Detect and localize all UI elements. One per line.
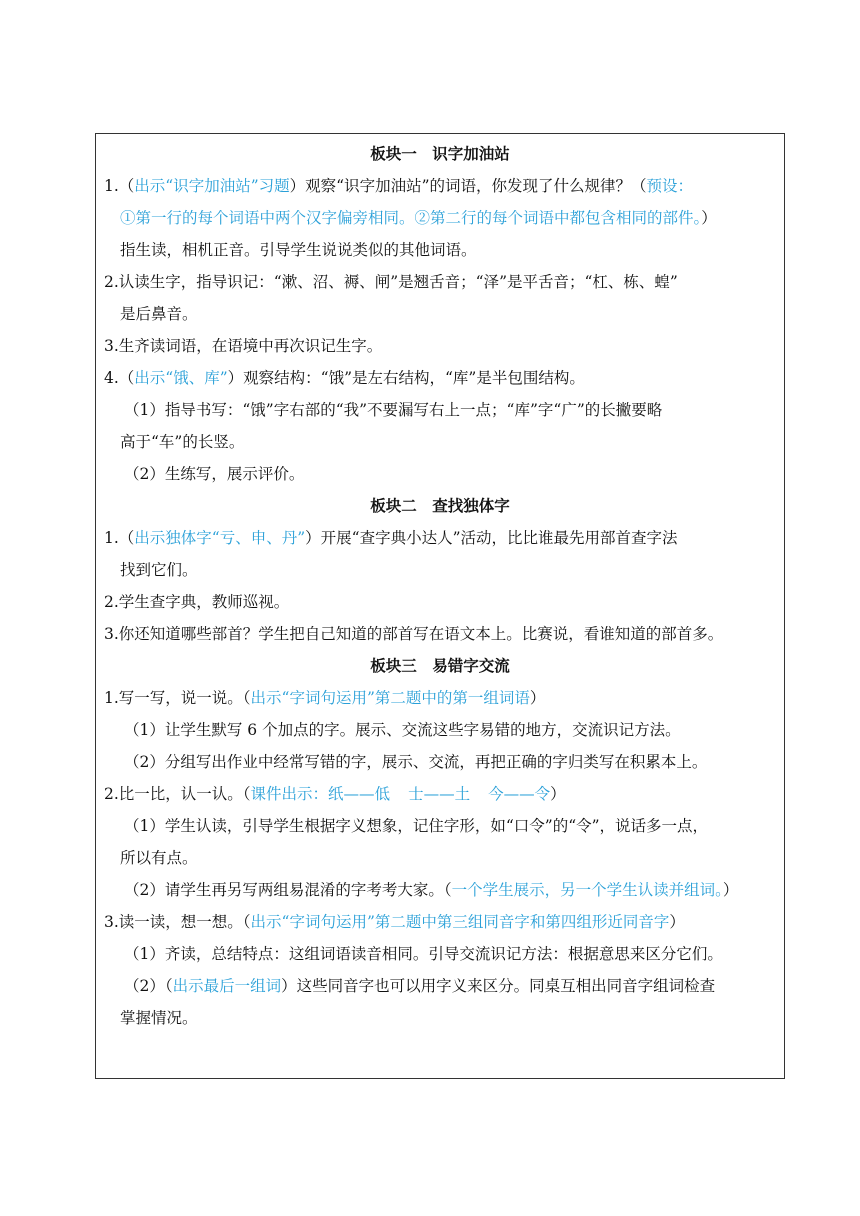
s1-item1-line1: 1.（出示“识字加油站”习题）观察“识字加油站”的词语，你发现了什么规律？（预设：	[104, 177, 694, 195]
s3-item3-line1: 3.读一读，想一想。（出示“字词句运用”第二题中第三组同音字和第四组形近同音字）	[104, 913, 685, 931]
s2-item2: 2.学生查字典，教师巡视。	[104, 593, 290, 611]
s1-item1-line2: ①第一行的每个词语中两个汉字偏旁相同。②第二行的每个词语中都包含相同的部件。）	[120, 209, 717, 227]
s3-item3-sub2: （2）（出示最后一组词）这些同音字也可以用字义来区分。同桌互相出同音字组词检查	[124, 977, 716, 995]
section-title-2: 板块二 查找独体字	[370, 496, 510, 515]
s1-item4-sub1b: 高于“车”的长竖。	[120, 433, 245, 451]
s2-item3: 3.你还知道哪些部首？学生把自己知道的部首写在语文本上。比赛说，看谁知道的部首多。	[104, 625, 724, 643]
s2-item1-line1: 1.（出示独体字“亏、申、丹”）开展“查字典小达人”活动，比比谁最先用部首查字法	[104, 529, 678, 547]
s1-item2-line2: 是后鼻音。	[120, 305, 198, 323]
s3-item1-sub1: （1）让学生默写 6 个加点的字。展示、交流这些字易错的地方，交流识记方法。	[124, 721, 681, 739]
section-title-1: 板块一 识字加油站	[370, 144, 510, 163]
s3-item3-sub2c: 掌握情况。	[120, 1009, 198, 1027]
s1-item2-line1: 2.认读生字，指导识记：“漱、沼、褥、闸”是翘舌音；“泽”是平舌音；“杠、栋、蝗”	[104, 273, 678, 291]
s3-item2-sub1b: 所以有点。	[120, 849, 198, 867]
s3-item2-line1: 2.比一比，认一认。（课件出示：纸——低 士——土 今——令）	[104, 785, 566, 803]
s3-item3-sub1: （1）齐读，总结特点：这组词语读音相同。引导交流识记方法：根据意思来区分它们。	[124, 945, 723, 963]
s3-item2-sub1a: （1）学生认读，引导学生根据字义想象，记住字形，如“口令”的“令”，说话多一点，	[124, 817, 709, 835]
s3-item1-sub2: （2）分组写出作业中经常写错的字，展示、交流，再把正确的字归类写在积累本上。	[124, 753, 708, 771]
lesson-content	[104, 138, 776, 1034]
lesson-plan-table	[95, 133, 785, 1079]
s2-item1-line2: 找到它们。	[120, 561, 198, 579]
s3-item2-sub2: （2）请学生再另写两组易混淆的字考考大家。（一个学生展示，另一个学生认读并组词。）	[124, 881, 739, 899]
s3-item1-line1: 1.写一写，说一说。（出示“字词句运用”第二题中的第一组词语）	[104, 689, 546, 707]
s1-item4-sub1a: （1）指导书写：“饿”字右部的“我”不要漏写右上一点；“库”字“广”的长撇要略	[124, 401, 663, 419]
section-title-3: 板块三 易错字交流	[370, 656, 510, 675]
s1-item1-line3: 指生读，相机正音。引导学生说说类似的其他词语。	[120, 241, 477, 259]
s1-item4-sub2: （2）生练写，展示评价。	[124, 465, 305, 483]
s1-item4-line1: 4.（出示“饿、库”）观察结构：“饿”是左右结构，“库”是半包围结构。	[104, 369, 585, 387]
s1-item3: 3.生齐读词语，在语境中再次识记生字。	[104, 337, 383, 355]
